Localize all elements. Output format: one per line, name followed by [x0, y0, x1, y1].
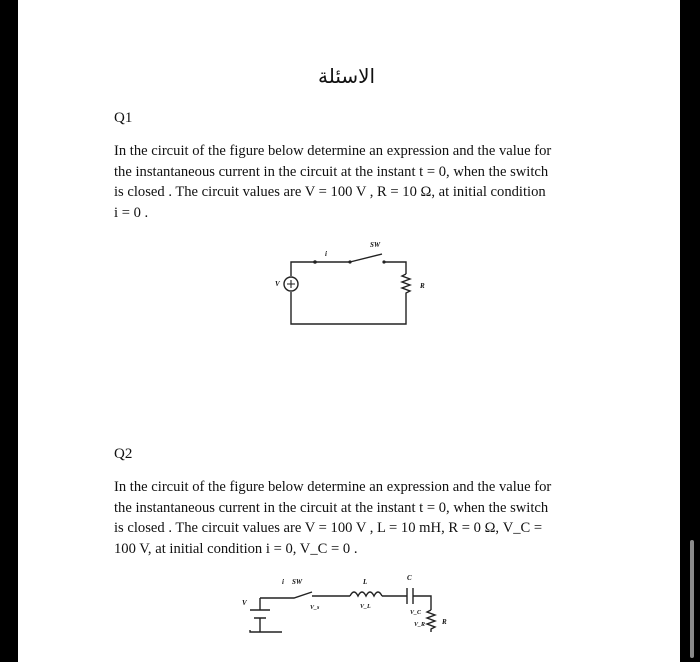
- capacitor-label: C: [407, 574, 412, 582]
- resistor-zigzag: [402, 274, 410, 298]
- resistor-zigzag: [427, 610, 435, 632]
- question-2-line: the instantaneous current in the circuit at the instant t = 0, when the switch: [114, 499, 549, 516]
- scrollbar[interactable]: [690, 540, 694, 658]
- wire: [384, 262, 406, 274]
- question-2-text: [114, 477, 586, 559]
- question-1-line: i = 0 .: [114, 204, 149, 221]
- wire: [291, 292, 406, 324]
- source-label: V: [275, 280, 280, 288]
- source-plates: [250, 610, 270, 618]
- resistor-voltage-label: V_R: [414, 622, 426, 628]
- inductor-label: L: [363, 578, 368, 586]
- wire: [413, 596, 431, 610]
- question-2-line: is closed . The circuit values are V = 100 V , L = 10 mH, R = 0 Ω, V_C =: [114, 520, 543, 536]
- circuit-figure-1: [258, 236, 438, 336]
- switch-label: SW: [370, 241, 381, 249]
- capacitor-voltage-label: V_C: [410, 610, 422, 616]
- question-2-label: Q2: [114, 446, 133, 462]
- source-label: V: [242, 599, 247, 607]
- question-1-line: In the circuit of the figure below determine an expression and the value for: [114, 143, 552, 159]
- switch-voltage-label: V_s: [310, 605, 320, 611]
- question-1-text: [114, 141, 586, 223]
- resistor-label: R: [420, 282, 425, 290]
- current-label: i: [282, 578, 284, 586]
- wire: [291, 262, 350, 276]
- resistor-label: R: [442, 618, 447, 626]
- inductor-voltage-label: V_L: [360, 604, 371, 610]
- switch-label: SW: [292, 578, 303, 586]
- wire: [250, 630, 282, 632]
- current-label: i: [325, 250, 327, 258]
- question-1-label: Q1: [114, 110, 133, 126]
- circuit-figure-2: [232, 570, 522, 662]
- document-page: [18, 0, 680, 662]
- question-1-line: the instantaneous current in the circuit at the instant t = 0, when the switch: [114, 163, 549, 180]
- wire: [260, 592, 350, 598]
- page-heading: الاسئلة: [318, 64, 376, 88]
- switch-blade: [350, 254, 382, 262]
- inductor-coil: [350, 592, 382, 596]
- capacitor-plates: [407, 588, 413, 604]
- question-1-line: is closed . The circuit values are V = 100 V , R = 10 Ω, at initial condition: [114, 184, 546, 200]
- question-2-line: 100 V, at initial condition i = 0, V_C = 0 .: [114, 540, 358, 557]
- question-2-line: In the circuit of the figure below determine an expression and the value for: [114, 479, 552, 495]
